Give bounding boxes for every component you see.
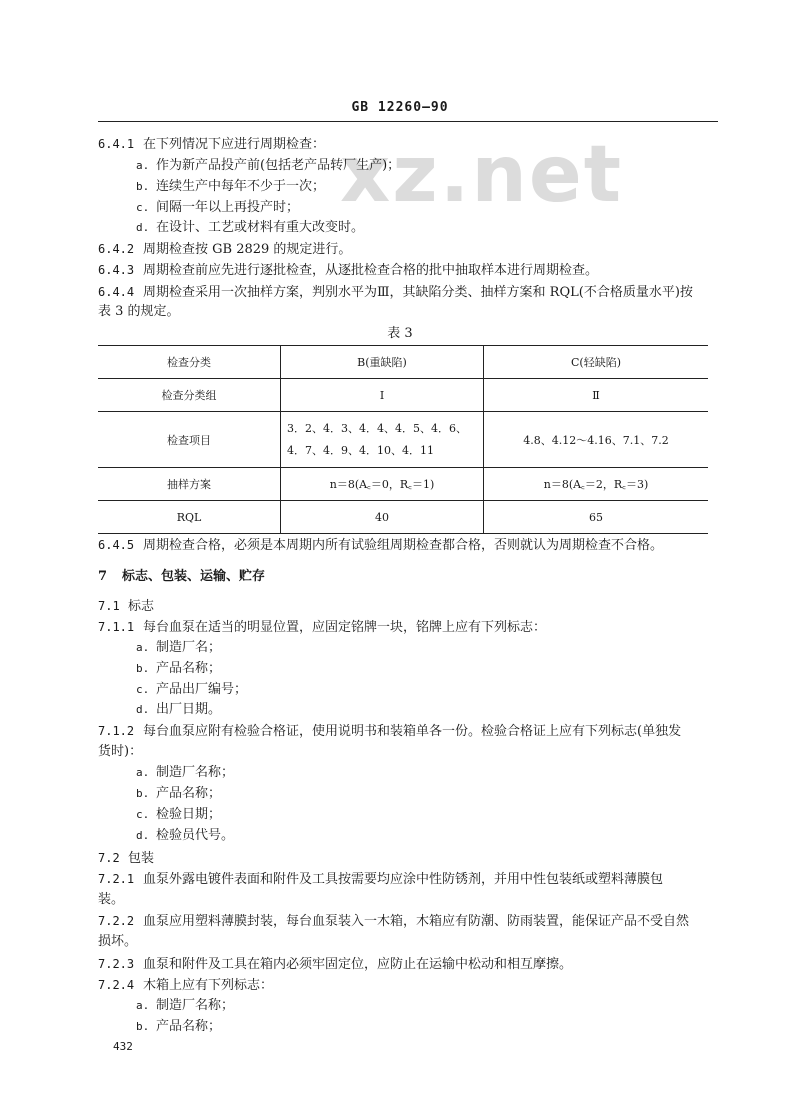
clause-7-2-3: 7.2.3 血泵和附件及工具在箱内必须牢固定位，应防止在运输中松动和相互摩擦。 [98, 957, 573, 972]
section-7-2-heading: 7.2 包装 [98, 851, 155, 866]
table-row: 检查项目 3．2、4．3、4．4、4．5、4．6、4．7、4．9、4．10、4．11 4.8、4.12～4.16、7.1、7.2 [98, 412, 708, 468]
table-row: 抽样方案 n＝8(A꜀＝0，R꜀＝1) n＝8(A꜀＝2，R꜀＝3) [98, 468, 708, 501]
inspection-table [98, 345, 708, 534]
list-item: c. 产品出厂编号； [136, 682, 248, 697]
clause-6-4-4: 6.4.4 周期检查采用一次抽样方案，判别水平为Ⅲ，其缺陷分类、抽样方案和 RQL(不合格质量水平)按 [98, 285, 693, 300]
list-item: c. 间隔一年以上再投产时； [136, 200, 300, 215]
list-item: d. 检验员代号。 [136, 828, 235, 843]
clause-7-2-4: 7.2.4 木箱上应有下列标志： [98, 978, 274, 993]
list-item: b. 产品名称； [136, 786, 222, 801]
table-row: 检查分类组 Ⅰ Ⅱ [98, 379, 708, 412]
clause-7-2-1: 7.2.1 血泵外露电镀件表面和附件及工具按需要均应涂中性防锈剂，并用中性包装纸或塑料薄膜包 [98, 872, 664, 887]
clause-continuation: 损坏。 [98, 934, 138, 949]
list-item: c. 检验日期； [136, 807, 222, 822]
clause-6-4-5: 6.4.5 周期检查合格，必须是本周期内所有试验组周期检查都合格，否则就认为周期检查不合格。 [98, 538, 664, 553]
clause-continuation: 装。 [98, 892, 125, 907]
clause-continuation: 货时)： [98, 744, 143, 759]
list-item: d. 在设计、工艺或材料有重大改变时。 [136, 220, 365, 235]
list-item: b. 连续生产中每年不少于一次； [136, 179, 326, 194]
section-7-1-heading: 7.1 标志 [98, 599, 155, 614]
clause-continuation: 表 3 的规定。 [98, 304, 180, 319]
clause-7-1-1: 7.1.1 每台血泵在适当的明显位置，应固定铭牌一块，铭牌上应有下列标志： [98, 620, 547, 635]
list-item: b. 产品名称； [136, 661, 222, 676]
clause-number: 6.4.1 [98, 137, 135, 151]
clause-7-2-2: 7.2.2 血泵应用塑料薄膜封装，每台血泵装入一木箱，木箱应有防潮、防雨装置，能保证产品不受自然 [98, 914, 690, 929]
list-item: a. 制造厂名； [136, 640, 222, 655]
clause-7-1-2: 7.1.2 每台血泵应附有检验合格证，使用说明书和装箱单各一份。检验合格证上应有下列标志(单独发 [98, 724, 682, 739]
list-item: b. 产品名称； [136, 1019, 222, 1034]
clause-6-4-3: 6.4.3 周期检查前应先进行逐批检查，从逐批检查合格的批中抽取样本进行周期检查。 [98, 263, 599, 278]
list-item: a. 作为新产品投产前(包括老产品转厂生产)； [136, 158, 401, 173]
list-item: d. 出厂日期。 [136, 702, 222, 717]
clause-6-4-1 [98, 135, 325, 154]
table-row: RQL 40 65 [98, 501, 708, 534]
list-item: a. 制造厂名称； [136, 765, 235, 780]
header-rule [98, 121, 718, 122]
table-row: 检查分类 B(重缺陷) C(轻缺陷) [98, 346, 708, 379]
clause-6-4-2: 6.4.2 周期检查按 GB 2829 的规定进行。 [98, 242, 352, 257]
document-header: GB 12260—90 [351, 100, 449, 115]
page-number: 432 [113, 1040, 133, 1053]
clause-text: 在下列情况下应进行周期检查： [143, 137, 326, 152]
table-title: 表 3 [387, 326, 413, 341]
watermark: xz.net [340, 130, 624, 220]
list-item: a. 制造厂名称； [136, 998, 235, 1013]
section-7-heading: 7 标志、包装、运输、贮存 [98, 569, 266, 584]
